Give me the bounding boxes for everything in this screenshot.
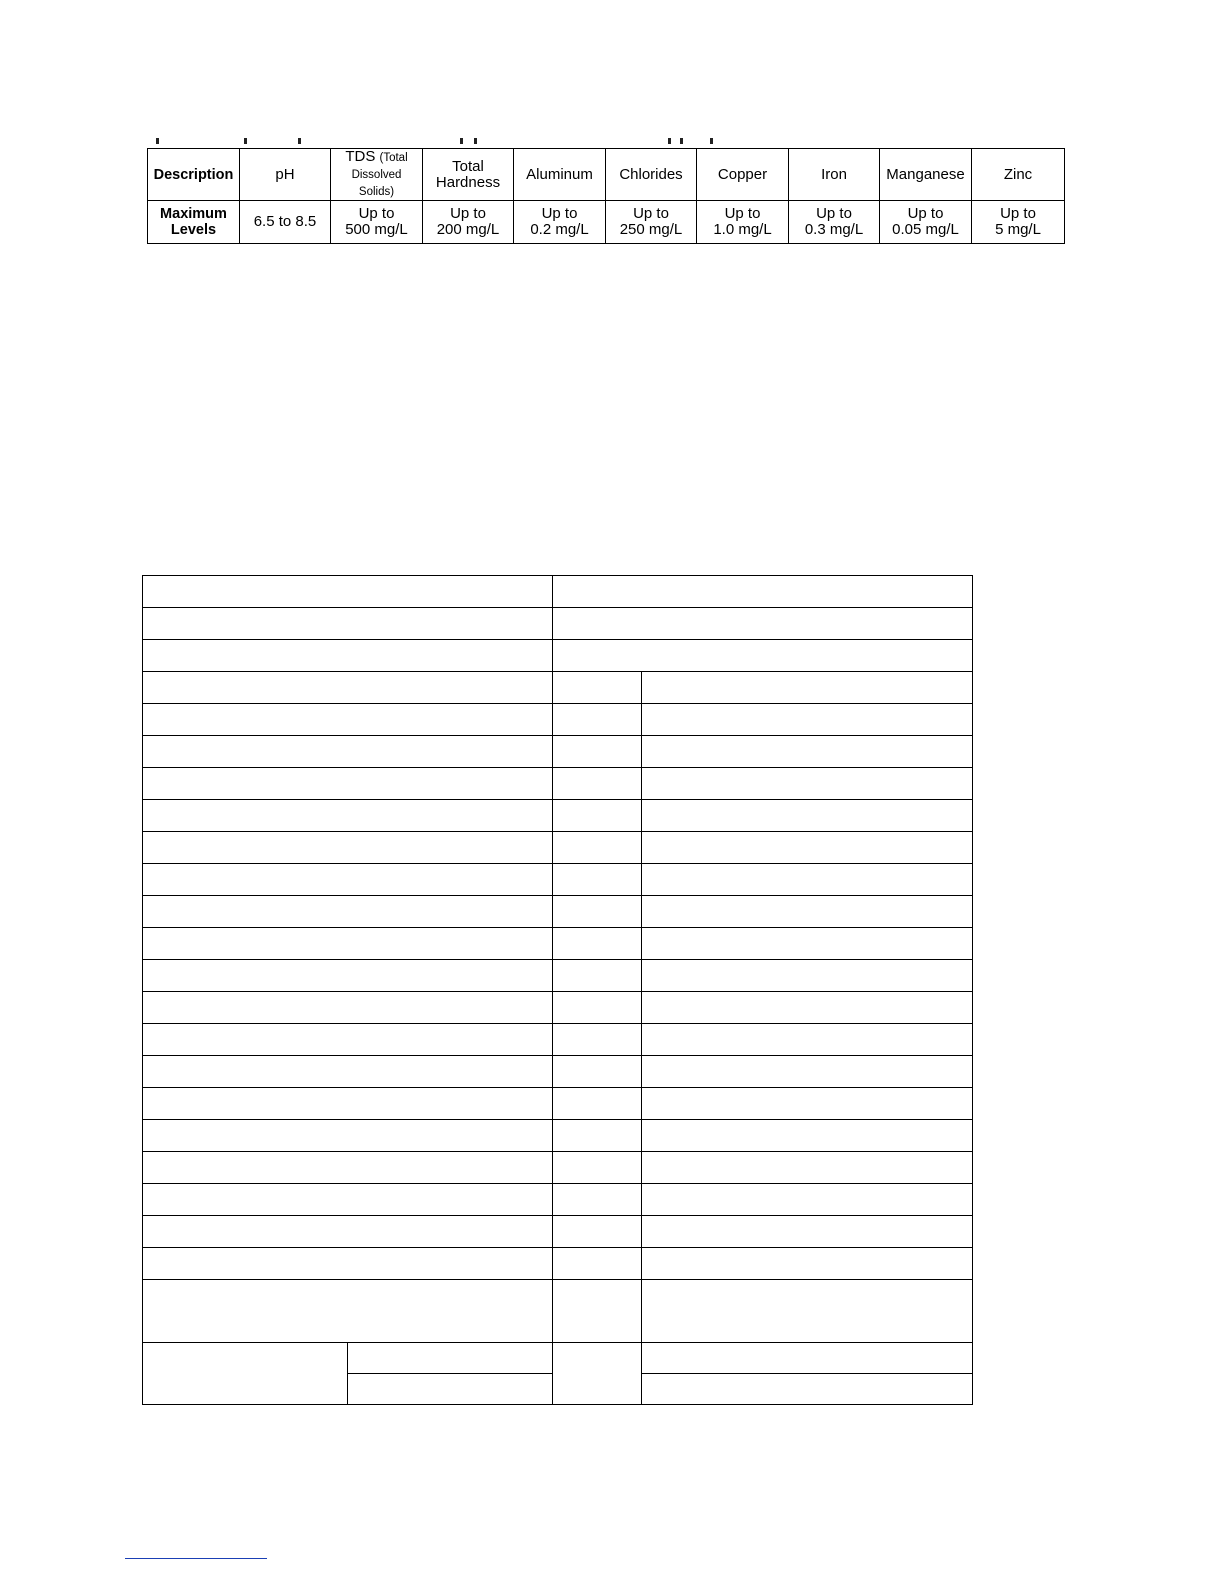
- form-cell[interactable]: [348, 1374, 553, 1405]
- form-cell[interactable]: [642, 896, 973, 928]
- form-row-split-top: [143, 1343, 973, 1374]
- limits-header-row: [148, 149, 1065, 201]
- form-cell[interactable]: [553, 608, 973, 640]
- form-cell[interactable]: [143, 1120, 553, 1152]
- form-row: [143, 1184, 973, 1216]
- form-row: [143, 864, 973, 896]
- header-description: Description: [148, 149, 240, 201]
- form-row: [143, 896, 973, 928]
- value-total-hardness: Up to 200 mg/L: [423, 201, 514, 244]
- form-row: [143, 992, 973, 1024]
- form-cell[interactable]: [642, 864, 973, 896]
- form-cell[interactable]: [642, 768, 973, 800]
- form-cell[interactable]: [143, 1184, 553, 1216]
- value-tds: Up to 500 mg/L: [331, 201, 423, 244]
- form-cell[interactable]: [143, 1248, 553, 1280]
- form-row: [143, 960, 973, 992]
- form-cell[interactable]: [553, 800, 642, 832]
- form-cell[interactable]: [553, 576, 973, 608]
- form-cell[interactable]: [553, 864, 642, 896]
- form-row: [143, 928, 973, 960]
- value-aluminum: Up to 0.2 mg/L: [514, 201, 606, 244]
- value-copper: Up to 1.0 mg/L: [697, 201, 789, 244]
- form-row-2: [143, 608, 973, 640]
- form-cell[interactable]: [553, 768, 642, 800]
- form-cell[interactable]: [553, 1248, 642, 1280]
- header-aluminum: Aluminum: [514, 149, 606, 201]
- water-quality-limits-table: [147, 148, 1065, 244]
- form-cell[interactable]: [143, 1088, 553, 1120]
- form-cell[interactable]: [642, 1088, 973, 1120]
- form-cell[interactable]: [553, 1343, 642, 1405]
- form-cell[interactable]: [143, 1056, 553, 1088]
- form-cell[interactable]: [642, 704, 973, 736]
- form-cell[interactable]: [642, 1120, 973, 1152]
- form-cell[interactable]: [143, 1343, 348, 1405]
- form-row: [143, 1120, 973, 1152]
- form-cell[interactable]: [143, 1280, 553, 1343]
- form-cell[interactable]: [143, 768, 553, 800]
- form-cell[interactable]: [143, 1216, 553, 1248]
- form-cell[interactable]: [642, 1343, 973, 1374]
- form-cell[interactable]: [143, 864, 553, 896]
- row-label-maximum-levels: Maximum Levels: [148, 201, 240, 244]
- form-cell[interactable]: [642, 960, 973, 992]
- limits-values-row: [148, 201, 1065, 244]
- form-row-tall: [143, 1280, 973, 1343]
- form-cell[interactable]: [642, 1280, 973, 1343]
- form-row: [143, 672, 973, 704]
- header-chlorides: Chlorides: [606, 149, 697, 201]
- form-row: [143, 704, 973, 736]
- form-row: [143, 1088, 973, 1120]
- form-cell[interactable]: [143, 608, 553, 640]
- form-cell[interactable]: [553, 992, 642, 1024]
- header-tds-main: TDS: [345, 148, 376, 165]
- value-chlorides: Up to 250 mg/L: [606, 201, 697, 244]
- form-cell[interactable]: [642, 672, 973, 704]
- form-cell[interactable]: [642, 992, 973, 1024]
- header-tds: [331, 149, 423, 201]
- header-iron: Iron: [789, 149, 880, 201]
- form-cell[interactable]: [143, 736, 553, 768]
- form-cell[interactable]: [553, 832, 642, 864]
- form-cell[interactable]: [143, 640, 553, 672]
- clipped-text-line: [148, 136, 1064, 145]
- form-cell[interactable]: [642, 800, 973, 832]
- form-cell[interactable]: [553, 960, 642, 992]
- form-row-1: [143, 576, 973, 608]
- form-row: [143, 1216, 973, 1248]
- form-cell[interactable]: [143, 576, 553, 608]
- form-cell[interactable]: [553, 672, 642, 704]
- form-cell[interactable]: [553, 736, 642, 768]
- form-cell[interactable]: [553, 1056, 642, 1088]
- form-cell[interactable]: [553, 704, 642, 736]
- blank-form-table: [142, 575, 973, 1405]
- form-row: [143, 1152, 973, 1184]
- form-cell[interactable]: [642, 1184, 973, 1216]
- form-row: [143, 736, 973, 768]
- form-cell[interactable]: [642, 1216, 973, 1248]
- form-cell[interactable]: [348, 1343, 553, 1374]
- header-tds-note: (Total Dissolved Solids): [351, 152, 408, 198]
- header-total-hardness: Total Hardness: [423, 149, 514, 201]
- form-cell[interactable]: [642, 1248, 973, 1280]
- form-cell[interactable]: [642, 832, 973, 864]
- value-zinc: Up to 5 mg/L: [972, 201, 1065, 244]
- form-row: [143, 1248, 973, 1280]
- form-cell[interactable]: [553, 928, 642, 960]
- form-cell[interactable]: [143, 960, 553, 992]
- form-cell[interactable]: [642, 928, 973, 960]
- form-cell[interactable]: [642, 736, 973, 768]
- form-cell[interactable]: [642, 1024, 973, 1056]
- form-row: [143, 800, 973, 832]
- form-cell[interactable]: [553, 896, 642, 928]
- form-cell[interactable]: [553, 1280, 642, 1343]
- form-cell[interactable]: [143, 928, 553, 960]
- form-row: [143, 832, 973, 864]
- form-cell[interactable]: [143, 896, 553, 928]
- form-cell[interactable]: [642, 1374, 973, 1405]
- value-iron: Up to 0.3 mg/L: [789, 201, 880, 244]
- form-cell[interactable]: [553, 1184, 642, 1216]
- form-row: [143, 1024, 973, 1056]
- form-cell[interactable]: [553, 1024, 642, 1056]
- form-cell[interactable]: [553, 640, 973, 672]
- form-cell[interactable]: [143, 832, 553, 864]
- form-row-3: [143, 640, 973, 672]
- form-row: [143, 1056, 973, 1088]
- header-ph: pH: [240, 149, 331, 201]
- form-cell[interactable]: [143, 704, 553, 736]
- form-cell[interactable]: [143, 672, 553, 704]
- form-cell[interactable]: [143, 800, 553, 832]
- form-cell[interactable]: [553, 1152, 642, 1184]
- form-cell[interactable]: [553, 1216, 642, 1248]
- form-cell[interactable]: [553, 1088, 642, 1120]
- form-cell[interactable]: [642, 1056, 973, 1088]
- form-cell[interactable]: [553, 1120, 642, 1152]
- header-manganese: Manganese: [880, 149, 972, 201]
- header-copper: Copper: [697, 149, 789, 201]
- form-cell[interactable]: [143, 1152, 553, 1184]
- form-cell[interactable]: [143, 992, 553, 1024]
- form-cell[interactable]: [642, 1152, 973, 1184]
- footnote-separator: [125, 1558, 267, 1559]
- form-row: [143, 768, 973, 800]
- value-manganese: Up to 0.05 mg/L: [880, 201, 972, 244]
- header-zinc: Zinc: [972, 149, 1065, 201]
- form-cell[interactable]: [143, 1024, 553, 1056]
- value-ph: 6.5 to 8.5: [240, 201, 331, 244]
